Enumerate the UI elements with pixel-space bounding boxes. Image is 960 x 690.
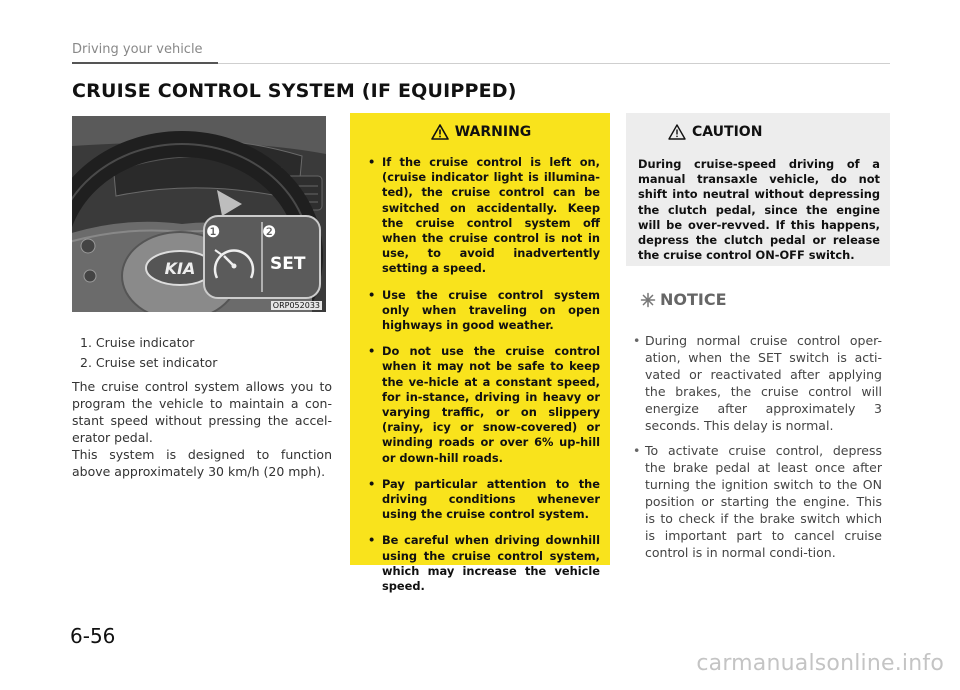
watermark: carmanualsonline.info [696, 651, 944, 676]
warning-item: • Be careful when driving downhill using the cruise control system, which may increase the vehicle speed. [362, 533, 600, 594]
callout-number-2: ❷ [262, 222, 277, 241]
figure-legend [80, 333, 330, 373]
warning-header [362, 121, 600, 143]
caution-title: CAUTION [692, 124, 763, 140]
notice-asterisk-icon [640, 292, 656, 308]
steering-wheel-figure [72, 116, 326, 312]
warning-item: • Pay particular attention to the driving conditions whenever using the cruise control system. [362, 477, 600, 523]
svg-text:KIA: KIA [164, 259, 196, 278]
caution-text: During cruise-speed driving of a manual transaxle vehicle, do not shift into neutral without depressing the clutch pedal, since the engine will be over-revved. If this happens, depress the clutch pedal or release the cruise control ON-OFF switch. [638, 157, 880, 263]
figure-legend-item: 1. Cruise indicator [80, 335, 195, 350]
page-number: 6-56 [70, 624, 116, 648]
notice-list [628, 332, 882, 569]
caution-header [638, 121, 880, 143]
notice-header [640, 290, 727, 309]
set-indicator-label: SET [270, 254, 306, 274]
warning-item: • Use the cruise control system only when traveling on open highways in good weather. [362, 288, 600, 334]
notice-title: NOTICE [660, 290, 727, 309]
body-paragraph: The cruise control system allows you to program the vehicle to maintain a con-stant speed without pressing the accel-erator pedal. [72, 379, 332, 445]
callout-number-1: ❶ [206, 222, 221, 241]
section-rule-extension [218, 63, 890, 64]
figure-legend-item: 2. Cruise set indicator [80, 355, 218, 370]
figure-code: ORP052033 [272, 301, 320, 310]
warning-item: • If the cruise control is left on, (cruise indicator light is illumina-ted), the cruise control can be switched on accidentally. Keep the cruise control system off when the cruise control is not in use, to avoid inadvertently setting a speed. [362, 155, 600, 277]
notice-item: • During normal cruise control oper-ation, when the SET switch is acti-vated or reactivated after applying the brakes, the cruise control will energize after approximately 3 seconds. This delay is normal. [628, 332, 882, 434]
warning-list [362, 155, 600, 594]
section-rule [72, 62, 218, 64]
warning-triangle-icon [431, 124, 449, 140]
warning-title: WARNING [454, 124, 532, 140]
section-label: Driving your vehicle [72, 42, 203, 57]
caution-triangle-icon [668, 124, 686, 140]
body-paragraph: This system is designed to function above approximately 30 km/h (20 mph). [72, 447, 332, 479]
caution-box [626, 113, 890, 266]
page-title: CRUISE CONTROL SYSTEM (IF EQUIPPED) [72, 80, 517, 102]
warning-box [350, 113, 610, 594]
notice-item: • To activate cruise control, depress the brake pedal at least once after turning the ignition switch to the ON position or starting the engine. This is to check if the brake switch which is important part to cancel cruise control is in normal condi-tion. [628, 442, 882, 561]
warning-item: • Do not use the cruise control when it may not be safe to keep the ve-hicle at a constant speed, for in-stance, driving in heavy or varying traffic, or on slippery (rainy, icy or snow-covered) or winding roads or over 6% up-hill or down-hill roads. [362, 344, 600, 466]
body-text [72, 378, 332, 480]
steering-wheel-illustration [72, 116, 326, 312]
